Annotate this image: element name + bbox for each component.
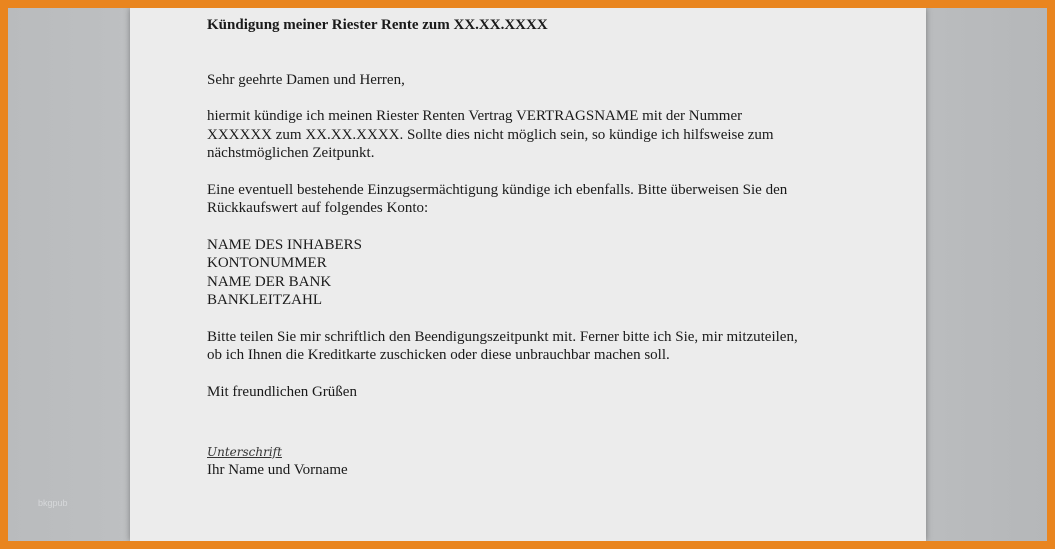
paragraph-line: hiermit kündige ich meinen Riester Renten Vertrag VERTRAGSNAME mit der Nummer [207, 108, 743, 124]
account-holder: NAME DES INHABERS [207, 236, 363, 253]
letter-closing: Mit freundlichen Grüßen [207, 383, 357, 400]
paragraph-direct-debit [207, 181, 857, 218]
letter-greeting: Sehr geehrte Damen und Herren, [207, 71, 405, 88]
paragraph-line: ob ich Ihnen die Kreditkarte zuschicken oder diese unbrauchbar machen soll. [207, 347, 670, 363]
paragraph-line: nächstmöglichen Zeitpunkt. [207, 145, 375, 161]
paragraph-cancellation [207, 107, 857, 163]
letter-content [207, 16, 857, 480]
watermark: bkgpub [38, 498, 68, 508]
document-viewer [8, 8, 1047, 541]
signature-name: Ihr Name und Vorname [207, 462, 348, 478]
bank-code: BANKLEITZAHL [207, 292, 322, 308]
paragraph-line: Eine eventuell bestehende Einzugsermächtigung kündige ich ebenfalls. Bitte überweisen Sie den [207, 181, 788, 198]
paragraph-line: Bitte teilen Sie mir schriftlich den Beendigungszeitpunkt mit. Ferner bitte ich Sie, mir mitzuteilen, [207, 328, 798, 345]
account-number: KONTONUMMER [207, 255, 327, 271]
bank-name: NAME DER BANK [207, 273, 332, 290]
paragraph-confirmation [207, 328, 857, 365]
paragraph-line: Rückkaufswert auf folgendes Konto: [207, 200, 429, 216]
letter-title: Kündigung meiner Riester Rente zum XX.XX.XXXX [207, 17, 548, 33]
signature-label: Unterschrift [207, 445, 282, 459]
paragraph-line: XXXXXX zum XX.XX.XXXX. Sollte dies nicht möglich sein, so kündige ich hilfsweise zum [207, 126, 774, 143]
letter-page [130, 8, 926, 541]
bank-details [207, 236, 857, 310]
